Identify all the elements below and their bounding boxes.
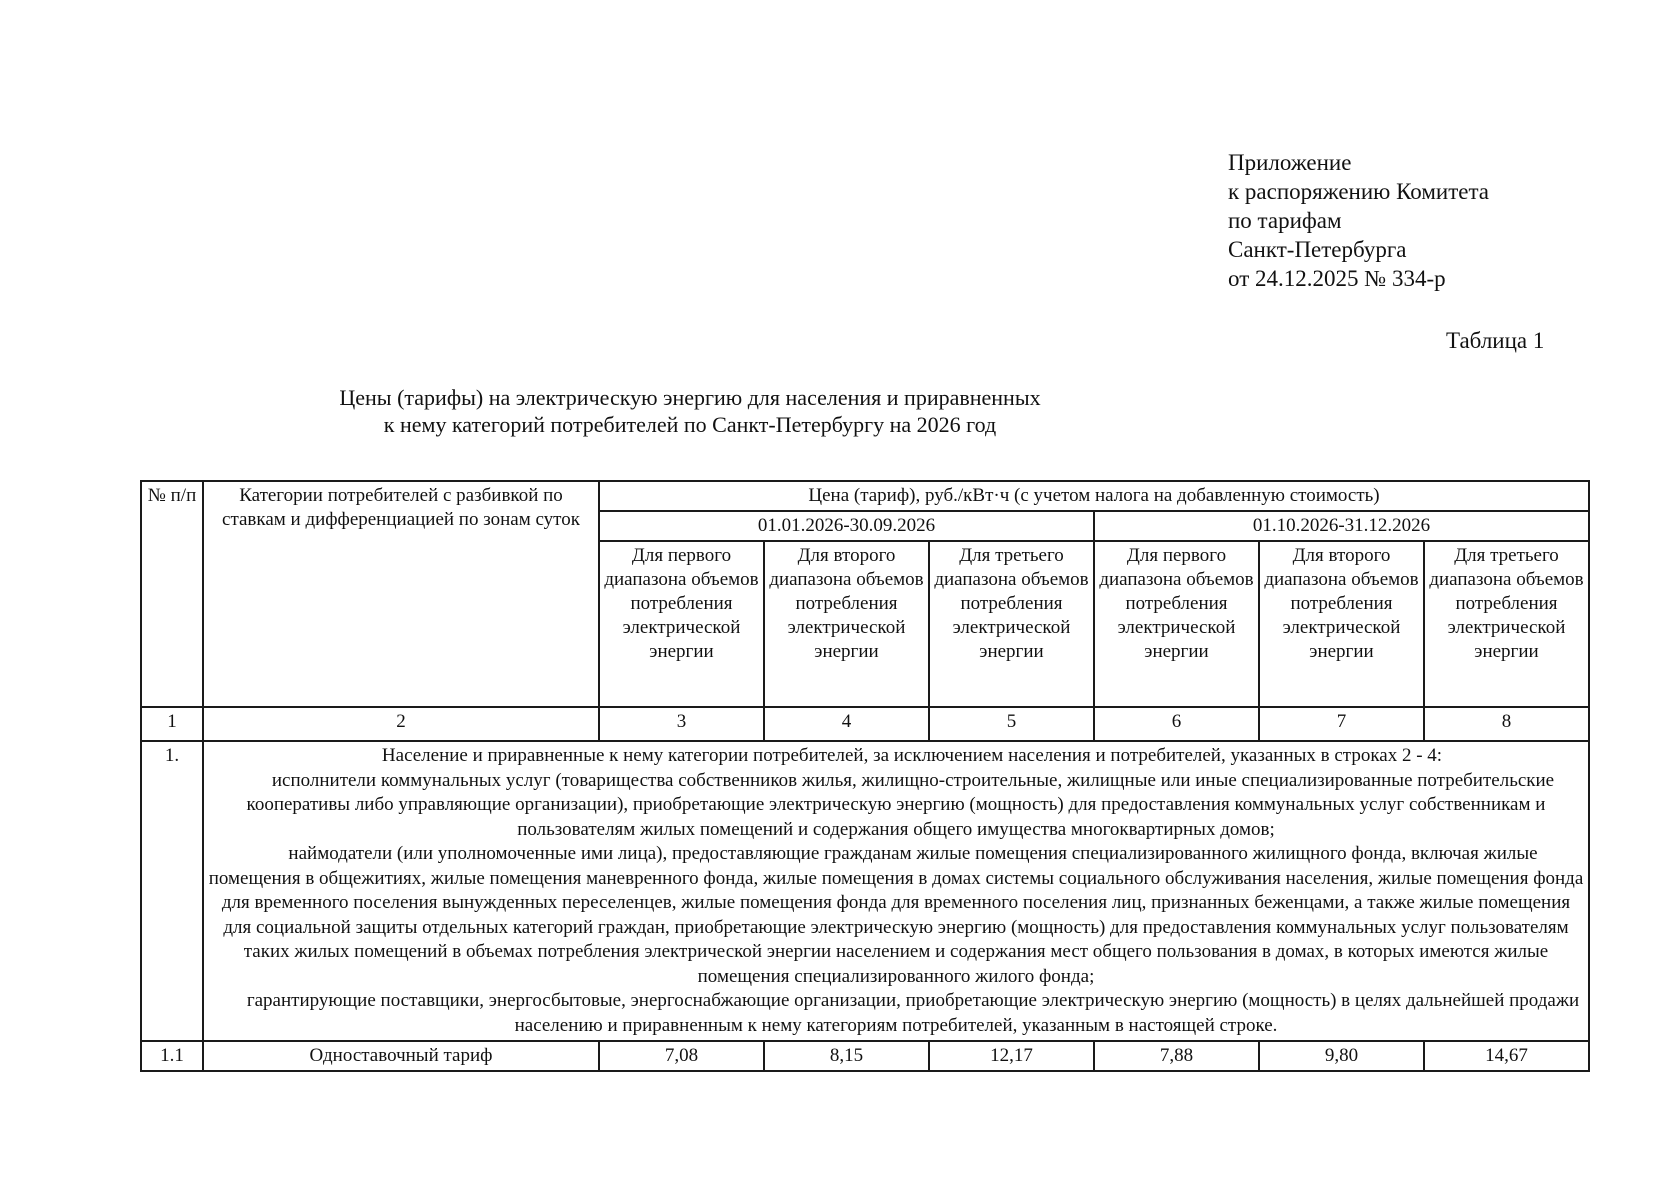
column-number: 2 (203, 707, 599, 741)
header-range-5: Для второго диапазона объемов потребления электрической энергии (1259, 541, 1424, 707)
section-paragraph: наймодатели (или уполномоченные ими лица), предоставляющие гражданам жилые помещения специализированного жилищного фонда, включая жилые помещения в общежитиях, жилые помещения маневренного фонда, жилые помещения в домах системы социального обслуживания населения, жилые помещения фонда для временного поселения вынужденных переселенцев, жилые помещения фонда для временного поселения лиц, признанных беженцами, а также жилые помещения для социальной защиты отдельных категорий граждан, приобретающие электрическую энергию (мощность) для предоставления коммунальных услуг пользователям таких жилых помещений в объемах потребления электрической энергии населением и содержания мест общего пользования в домах, в которых имеются жилые помещения специализированного жилого фонда; (208, 843, 1584, 987)
title-line-2: к нему категорий потребителей по Санкт-Петербургу на 2026 год (383, 412, 997, 437)
header-range-4: Для первого диапазона объемов потребления электрической энергии (1094, 541, 1259, 707)
section-paragraph: исполнители коммунальных услуг (товарищества собственников жилья, жилищно-строительные, жилищные или иные специализированные потребительские кооперативы либо управляющие организации), приобретающие электрическую энергию (мощность) для предоставления коммунальных услуг собственникам и пользователям жилых помещений и содержания общего имущества многоквартирных домов; (246, 769, 1555, 840)
header-range-2: Для второго диапазона объемов потребления электрической энергии (764, 541, 929, 707)
column-number: 6 (1094, 707, 1259, 741)
section-number: 1. (141, 741, 203, 1041)
header-range-3: Для третьего диапазона объемов потребления электрической энергии (929, 541, 1094, 707)
row-number: 1.1 (141, 1041, 203, 1071)
appendix-line: от 24.12.2025 № 334-р (1228, 266, 1446, 291)
document-title (140, 384, 1240, 438)
column-number-row (141, 707, 1589, 741)
column-number: 3 (599, 707, 764, 741)
table-label: Таблица 1 (1446, 328, 1545, 353)
section-paragraph: гарантирующие поставщики, энергосбытовые, энергоснабжающие организации, приобретающие электрическую энергию (мощность) в целях дальнейшей продажи населению и приравненным к нему категориям потребителей, указанным в настоящей строке. (246, 990, 1580, 1036)
section-description (203, 741, 1589, 1041)
row-name: Одноставочный тариф (203, 1041, 599, 1071)
column-number: 1 (141, 707, 203, 741)
table-row (141, 1041, 1589, 1071)
title-line-1: Цены (тарифы) на электрическую энергию для населения и приравненных (339, 385, 1041, 410)
header-range-1: Для первого диапазона объемов потребления электрической энергии (599, 541, 764, 707)
row-value: 12,17 (929, 1041, 1094, 1071)
header-period-2: 01.10.2026-31.12.2026 (1094, 511, 1589, 541)
header-number: № п/п (141, 481, 203, 707)
appendix-line: по тарифам (1228, 208, 1342, 233)
header-price: Цена (тариф), руб./кВт·ч (с учетом налога на добавленную стоимость) (599, 481, 1589, 511)
appendix-line: к распоряжению Комитета (1228, 179, 1489, 204)
row-value: 7,88 (1094, 1041, 1259, 1071)
header-category: Категории потребителей с разбивкой по ставкам и дифференциацией по зонам суток (203, 481, 599, 707)
row-value: 7,08 (599, 1041, 764, 1071)
tariff-table (140, 480, 1590, 1072)
row-value: 8,15 (764, 1041, 929, 1071)
column-number: 7 (1259, 707, 1424, 741)
appendix-block (1228, 148, 1489, 293)
appendix-line: Санкт-Петербурга (1228, 237, 1407, 262)
row-value: 9,80 (1259, 1041, 1424, 1071)
header-period-1: 01.01.2026-30.09.2026 (599, 511, 1094, 541)
column-number: 8 (1424, 707, 1589, 741)
section-row (141, 741, 1589, 1041)
column-number: 4 (764, 707, 929, 741)
row-value: 14,67 (1424, 1041, 1589, 1071)
column-number: 5 (929, 707, 1094, 741)
header-range-6: Для третьего диапазона объемов потребления электрической энергии (1424, 541, 1589, 707)
section-paragraph: Население и приравненные к нему категории потребителей, за исключением населения и потребителей, указанных в строках 2 - 4: (381, 745, 1443, 766)
appendix-line: Приложение (1228, 150, 1352, 175)
